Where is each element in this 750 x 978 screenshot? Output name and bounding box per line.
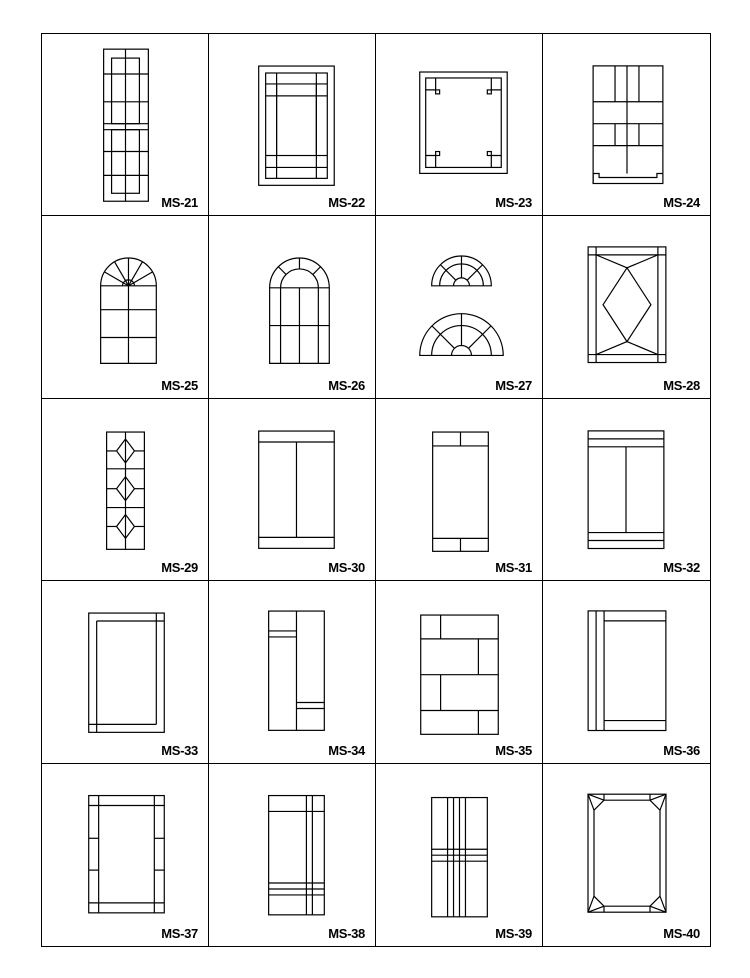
panel-code-label: MS-36: [663, 742, 700, 758]
panel-drawing-ms-32: [543, 399, 710, 580]
panel-cell-ms-24: [543, 34, 710, 216]
panel-code-label: MS-37: [161, 925, 198, 941]
panel-drawing-ms-31: [376, 399, 542, 580]
panel-cell-ms-31: [376, 399, 543, 581]
panel-cell-ms-28: [543, 216, 710, 398]
panel-drawing-ms-39: [376, 764, 542, 946]
panel-drawing-ms-25: [42, 216, 208, 397]
panel-code-label: MS-25: [161, 377, 198, 393]
panel-code-label: MS-30: [328, 560, 365, 576]
panel-drawing-ms-36: [543, 581, 710, 762]
panel-cell-ms-26: [209, 216, 376, 398]
panel-cell-ms-40: [543, 764, 710, 946]
panel-code-label: MS-26: [328, 377, 365, 393]
panel-cell-ms-37: [42, 764, 209, 946]
panel-code-label: MS-31: [495, 560, 532, 576]
panel-cell-ms-30: [209, 399, 376, 581]
panel-drawing-ms-21: [42, 34, 208, 215]
panel-code-label: MS-38: [328, 925, 365, 941]
panel-cell-ms-34: [209, 581, 376, 763]
panel-drawing-ms-22: [209, 34, 375, 215]
panel-drawing-ms-27: [376, 216, 542, 397]
panel-catalog-grid: [41, 33, 711, 947]
panel-code-label: MS-23: [495, 195, 532, 211]
panel-cell-ms-36: [543, 581, 710, 763]
panel-cell-ms-29: [42, 399, 209, 581]
panel-drawing-ms-23: [376, 34, 542, 215]
panel-drawing-ms-37: [42, 764, 208, 946]
panel-code-label: MS-28: [663, 377, 700, 393]
panel-drawing-ms-29: [42, 399, 208, 580]
panel-drawing-ms-28: [543, 216, 710, 397]
panel-code-label: MS-33: [161, 742, 198, 758]
panel-drawing-ms-34: [209, 581, 375, 762]
panel-drawing-ms-24: [543, 34, 710, 215]
panel-cell-ms-33: [42, 581, 209, 763]
panel-code-label: MS-40: [663, 925, 700, 941]
panel-drawing-ms-33: [42, 581, 208, 762]
panel-code-label: MS-35: [495, 742, 532, 758]
panel-cell-ms-35: [376, 581, 543, 763]
panel-drawing-ms-38: [209, 764, 375, 946]
panel-code-label: MS-24: [663, 195, 700, 211]
panel-cell-ms-38: [209, 764, 376, 946]
panel-cell-ms-21: [42, 34, 209, 216]
panel-code-label: MS-39: [495, 925, 532, 941]
panel-code-label: MS-27: [495, 377, 532, 393]
panel-cell-ms-25: [42, 216, 209, 398]
panel-code-label: MS-22: [328, 195, 365, 211]
panel-drawing-ms-26: [209, 216, 375, 397]
panel-cell-ms-32: [543, 399, 710, 581]
panel-drawing-ms-35: [376, 581, 542, 762]
panel-cell-ms-22: [209, 34, 376, 216]
panel-code-label: MS-32: [663, 560, 700, 576]
panel-cell-ms-27: [376, 216, 543, 398]
panel-code-label: MS-34: [328, 742, 365, 758]
panel-cell-ms-23: [376, 34, 543, 216]
panel-drawing-ms-40: [543, 764, 710, 946]
panel-code-label: MS-29: [161, 560, 198, 576]
panel-code-label: MS-21: [161, 195, 198, 211]
panel-drawing-ms-30: [209, 399, 375, 580]
panel-cell-ms-39: [376, 764, 543, 946]
